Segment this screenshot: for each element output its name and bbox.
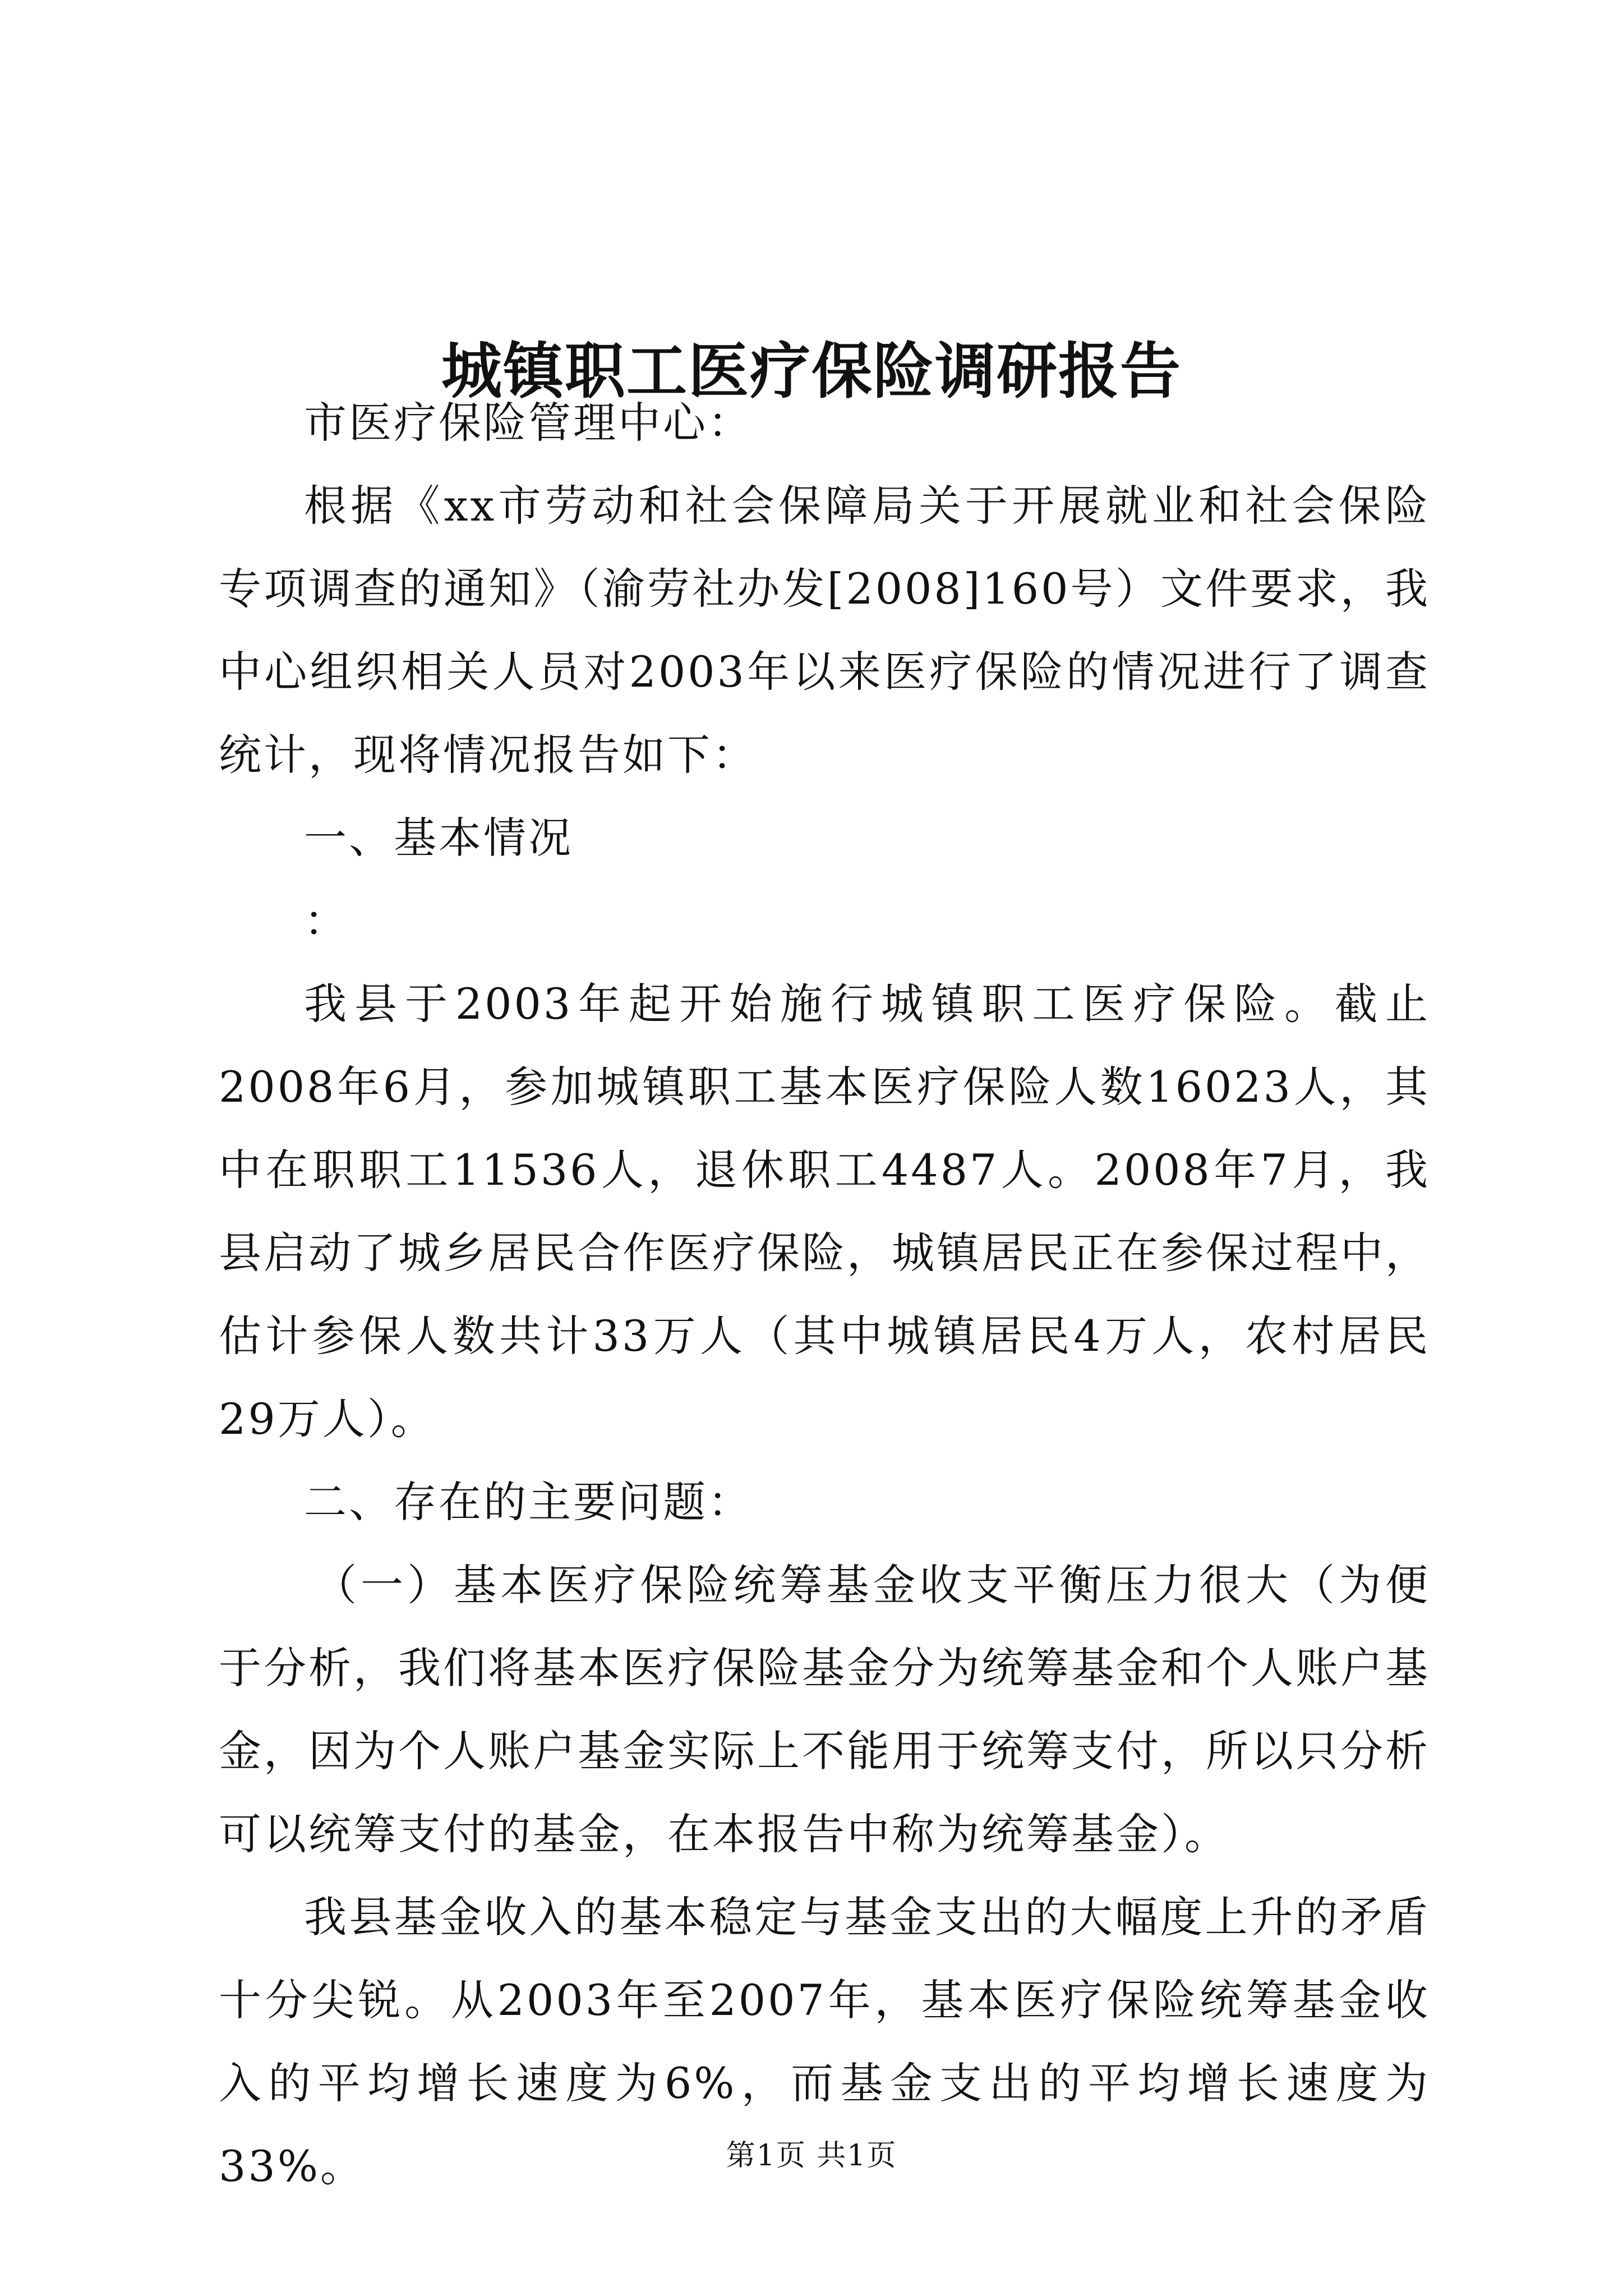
paragraph-basic-situation: 我县于2003年起开始施行城镇职工医疗保险。截止2008年6月，参加城镇职工基本医疗保险人数16023人，其中在职职工11536人，退休职工4487人。2008年7月，我县启动了城乡居民合作医疗保险，城镇居民正在参保过程中，估计参保人数共计33万人（其中城镇居民4万人，农村居民29万人）。 — [219, 979, 1430, 1444]
salutation: 市医疗保险管理中心： — [304, 398, 753, 448]
paragraph-intro: 根据《xx市劳动和社会保障局关于开展就业和社会保险专项调查的通知》（渝劳社办发[2008]160号）文件要求，我中心组织相关人员对2003年以来医疗保险的情况进行了调查统计，现将情况报告如下： — [219, 481, 1430, 780]
section-heading-main-problems: 二、存在的主要问题： — [304, 1477, 753, 1527]
paragraph-problem-one: （一）基本医疗保险统筹基金收支平衡压力很大（为便于分析，我们将基本医疗保险基金分为统筹基金和个人账户基金，因为个人账户基金实际上不能用于统筹支付，所以只分析可以统筹支付的基金，在本报告中称为统筹基金）。 — [219, 1560, 1430, 1859]
paragraph-fund-growth: 我县基金收入的基本稳定与基金支出的大幅度上升的矛盾十分尖锐。从2003年至2007年，基本医疗保险统筹基金收入的平均增长速度为6%，而基金支出的平均增长速度为33%。 — [219, 1892, 1430, 2191]
document-body — [219, 381, 1430, 2208]
paragraph-colon: ： — [304, 896, 349, 946]
page-footer: 第1页 共1页 — [726, 2139, 897, 2173]
page-title: 城镇职工医疗保险调研报告 — [441, 336, 1182, 407]
section-heading-basic-situation: 一、基本情况 — [304, 813, 573, 863]
